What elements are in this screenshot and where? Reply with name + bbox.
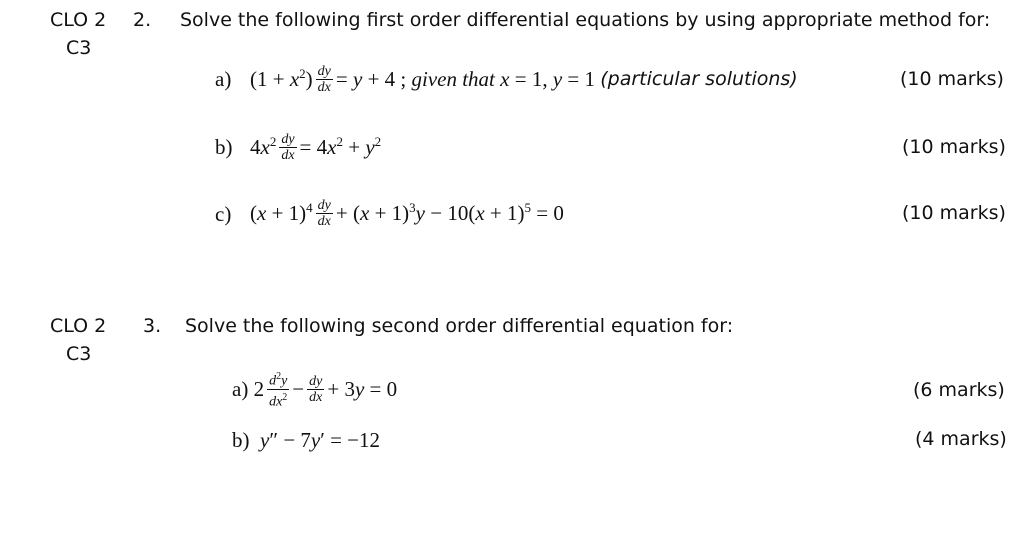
dy-dx-fraction: $\frac{dy}{dx}$ [309,373,323,405]
q2c-label: c) [215,202,232,226]
q3b-marks: (4 marks) [915,428,1007,450]
q2b-equation: $4x^2$ $\frac{dy}{dx}$ = $4x^2 + y^2$ [250,131,382,163]
q2-text: Solve the following first order differential equations by using appropriate method for: [180,9,991,31]
q3-c-level: C3 [66,343,92,365]
q3-clo: CLO 2 [50,315,107,337]
q2a-particular-note: (particular solutions) [600,68,798,90]
q2a-label: a) [215,67,232,91]
q3b-label: b) [232,428,250,452]
q2c-marks: (10 marks) [902,202,1006,224]
q2-number: 2. [133,9,152,31]
q3a-equation: a) 2 $\frac{d^2y}{dx^2}$ − $\frac{dy}{dx}$ + 3y = 0 [232,370,398,410]
dy-dx-fraction: $\frac{dy}{dx}$ [317,63,331,95]
q2b-label: b) [215,135,233,159]
d2y-dx2-fraction: $\frac{d^2y}{dx^2}$ [269,370,288,410]
q3a-label: a) [232,376,249,401]
q3a-marks: (6 marks) [913,379,1005,401]
q3b-equation: b) y″ − 7y′ = −12 [232,428,381,452]
q3-text: Solve the following second order differential equation for: [185,315,734,337]
dy-dx-fraction: $\frac{dy}{dx}$ [281,131,295,163]
q2-clo: CLO 2 [50,9,107,31]
q2c-equation: $(x + 1)^4$ $\frac{dy}{dx}$ + $(x + 1)^3y - 10(x + 1)^5 = 0$ [250,197,564,229]
q2a-marks: (10 marks) [900,68,1004,90]
dy-dx-fraction: $\frac{dy}{dx}$ [317,197,331,229]
q2a-given-text: given that [411,66,495,91]
q3-number: 3. [143,315,162,337]
q2b-marks: (10 marks) [902,136,1006,158]
q2a-equation: $(1 + x^2)$ $\frac{dy}{dx}$ = y + 4 ; given that x = 1, y = 1 (particular solutions) [250,63,798,95]
q2-c-level: C3 [66,37,92,59]
